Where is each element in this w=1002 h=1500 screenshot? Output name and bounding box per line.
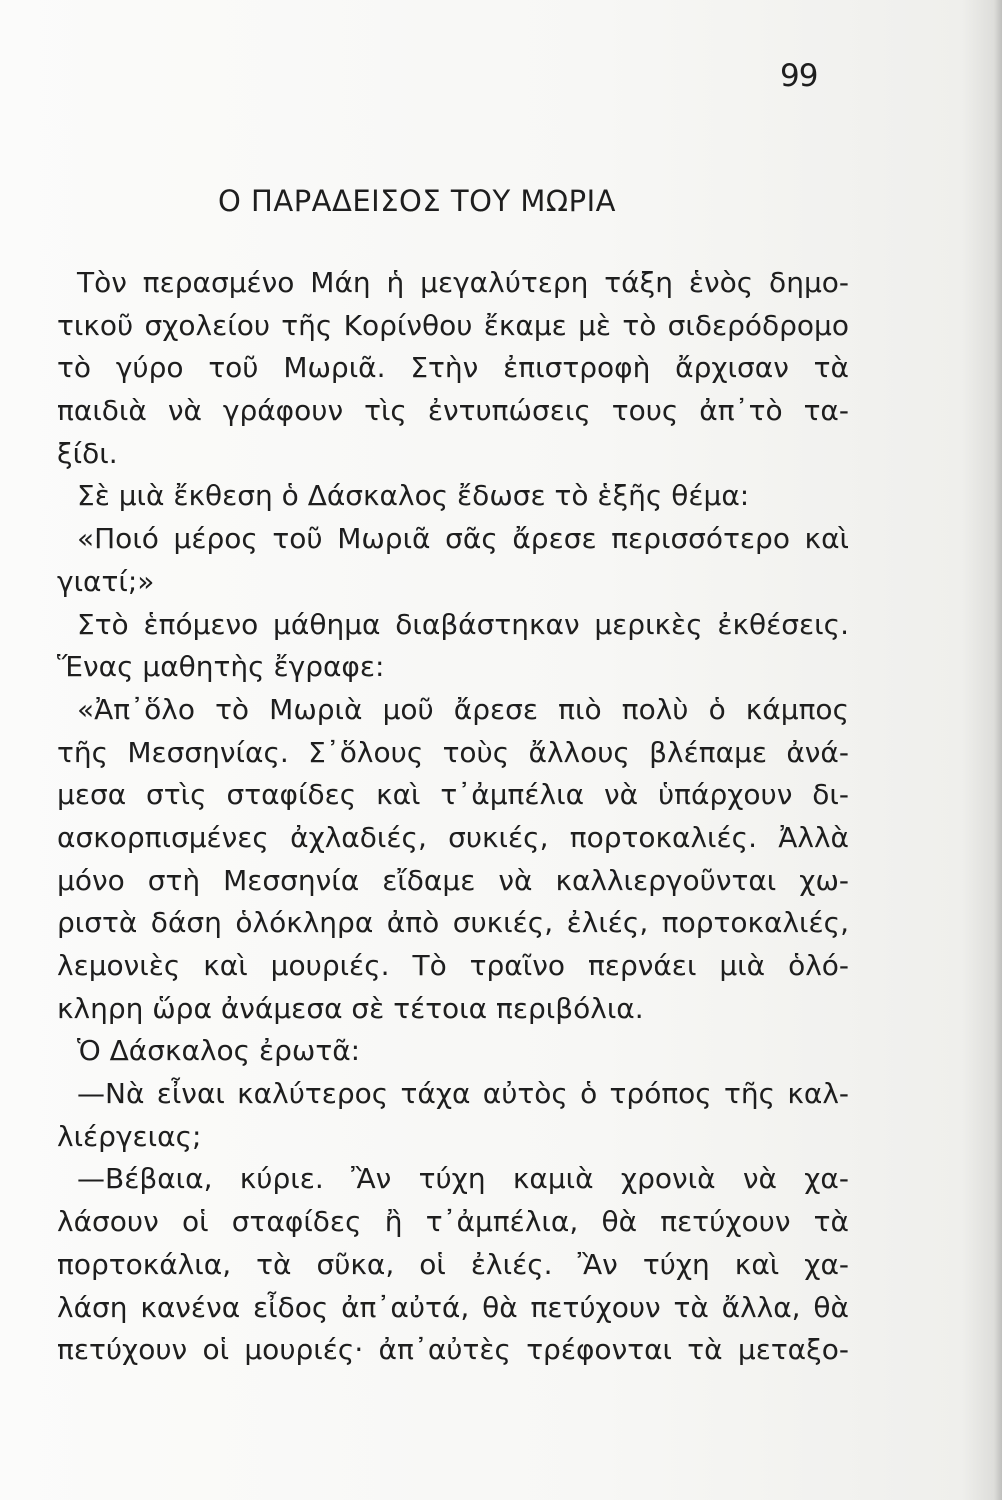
text-line: λάση κανένα εἶδος ἀπ᾿αὐτά, θὰ πετύχουν τὰ ἄλλα, θὰ [57, 1290, 849, 1324]
text-line: —Βέβαια, κύριε. Ἂν τύχη καμιὰ χρονιὰ νὰ χα- [77, 1162, 849, 1196]
text-line: «Ποιό μέρος τοῦ Μωριᾶ σᾶς ἄρεσε περισσότερο καὶ [77, 522, 849, 556]
text-line: Ὁ Δάσκαλος ἐρωτᾶ: [77, 1034, 361, 1068]
text-line: τῆς Μεσσηνίας. Σ᾿ὅλους τοὺς ἄλλους βλέπαμε ἀνά- [57, 735, 849, 769]
text-line: παιδιὰ νὰ γράφουν τὶς ἐντυπώσεις τους ἀπ᾿τὸ τα- [57, 394, 849, 428]
text-line: Σὲ μιὰ ἔκθεση ὁ Δάσκαλος ἔδωσε τὸ ἑξῆς θέμα: [77, 479, 750, 513]
page-edge-shadow [994, 0, 1002, 1500]
text-line: πορτοκάλια, τὰ σῦκα, οἱ ἐλιές. Ἂν τύχη καὶ χα- [57, 1247, 849, 1281]
text-line: τικοῦ σχολείου τῆς Κορίνθου ἔκαμε μὲ τὸ σιδερόδρομο [57, 308, 849, 342]
text-line: «Ἀπ᾿ὅλο τὸ Μωριὰ μοῦ ἄρεσε πιὸ πολὺ ὁ κάμπος [77, 692, 849, 726]
text-line: τὸ γύρο τοῦ Μωριᾶ. Στὴν ἐπιστροφὴ ἄρχισαν τὰ [57, 351, 849, 385]
text-line: μόνο στὴ Μεσσηνία εἴδαμε νὰ καλλιεργοῦνται χω- [57, 863, 849, 897]
body-text [57, 262, 849, 1372]
text-line: λεμονιὲς καὶ μουριές. Τὸ τραῖνο περνάει μιὰ ὁλό- [57, 949, 849, 982]
text-line: λιέργειας; [57, 1119, 202, 1153]
text-line: μεσα στὶς σταφίδες καὶ τ᾿ἀμπέλια νὰ ὑπάρχουν δι- [57, 778, 849, 812]
text-line: λάσουν οἱ σταφίδες ἢ τ᾿ἀμπέλια, θὰ πετύχουν τὰ [57, 1205, 849, 1239]
text-line: —Νὰ εἶναι καλύτερος τάχα αὐτὸς ὁ τρόπος τῆς καλ- [77, 1077, 849, 1111]
text-line: γιατί;» [57, 564, 155, 598]
chapter-title: Ο ΠΑΡΑΔΕΙΣΟΣ ΤΟΥ ΜΩΡΙΑ [218, 184, 616, 218]
text-line: πετύχουν οἱ μουριές· ἀπ᾿αὐτὲς τρέφονται τὰ μεταξο- [57, 1333, 849, 1367]
text-line: κληρη ὥρα ἀνάμεσα σὲ τέτοια περιβόλια. [57, 991, 644, 1025]
text-line: ριστὰ δάση ὁλόκληρα ἀπὸ συκιές, ἐλιές, πορτοκαλιές, [57, 906, 849, 940]
text-line: Τὸν περασμένο Μάη ἡ μεγαλύτερη τάξη ἑνὸς δημο- [77, 266, 849, 299]
text-line: ασκορπισμένες ἀχλαδιές, συκιές, πορτοκαλιές. Ἀλλὰ [57, 820, 849, 854]
text-line: Ἕνας μαθητὴς ἔγραφε: [57, 650, 385, 684]
text-line: Στὸ ἑπόμενο μάθημα διαβάστηκαν μερικὲς ἐκθέσεις. [77, 607, 849, 641]
page-number: 99 [780, 58, 818, 94]
text-line: ξίδι. [57, 436, 118, 470]
